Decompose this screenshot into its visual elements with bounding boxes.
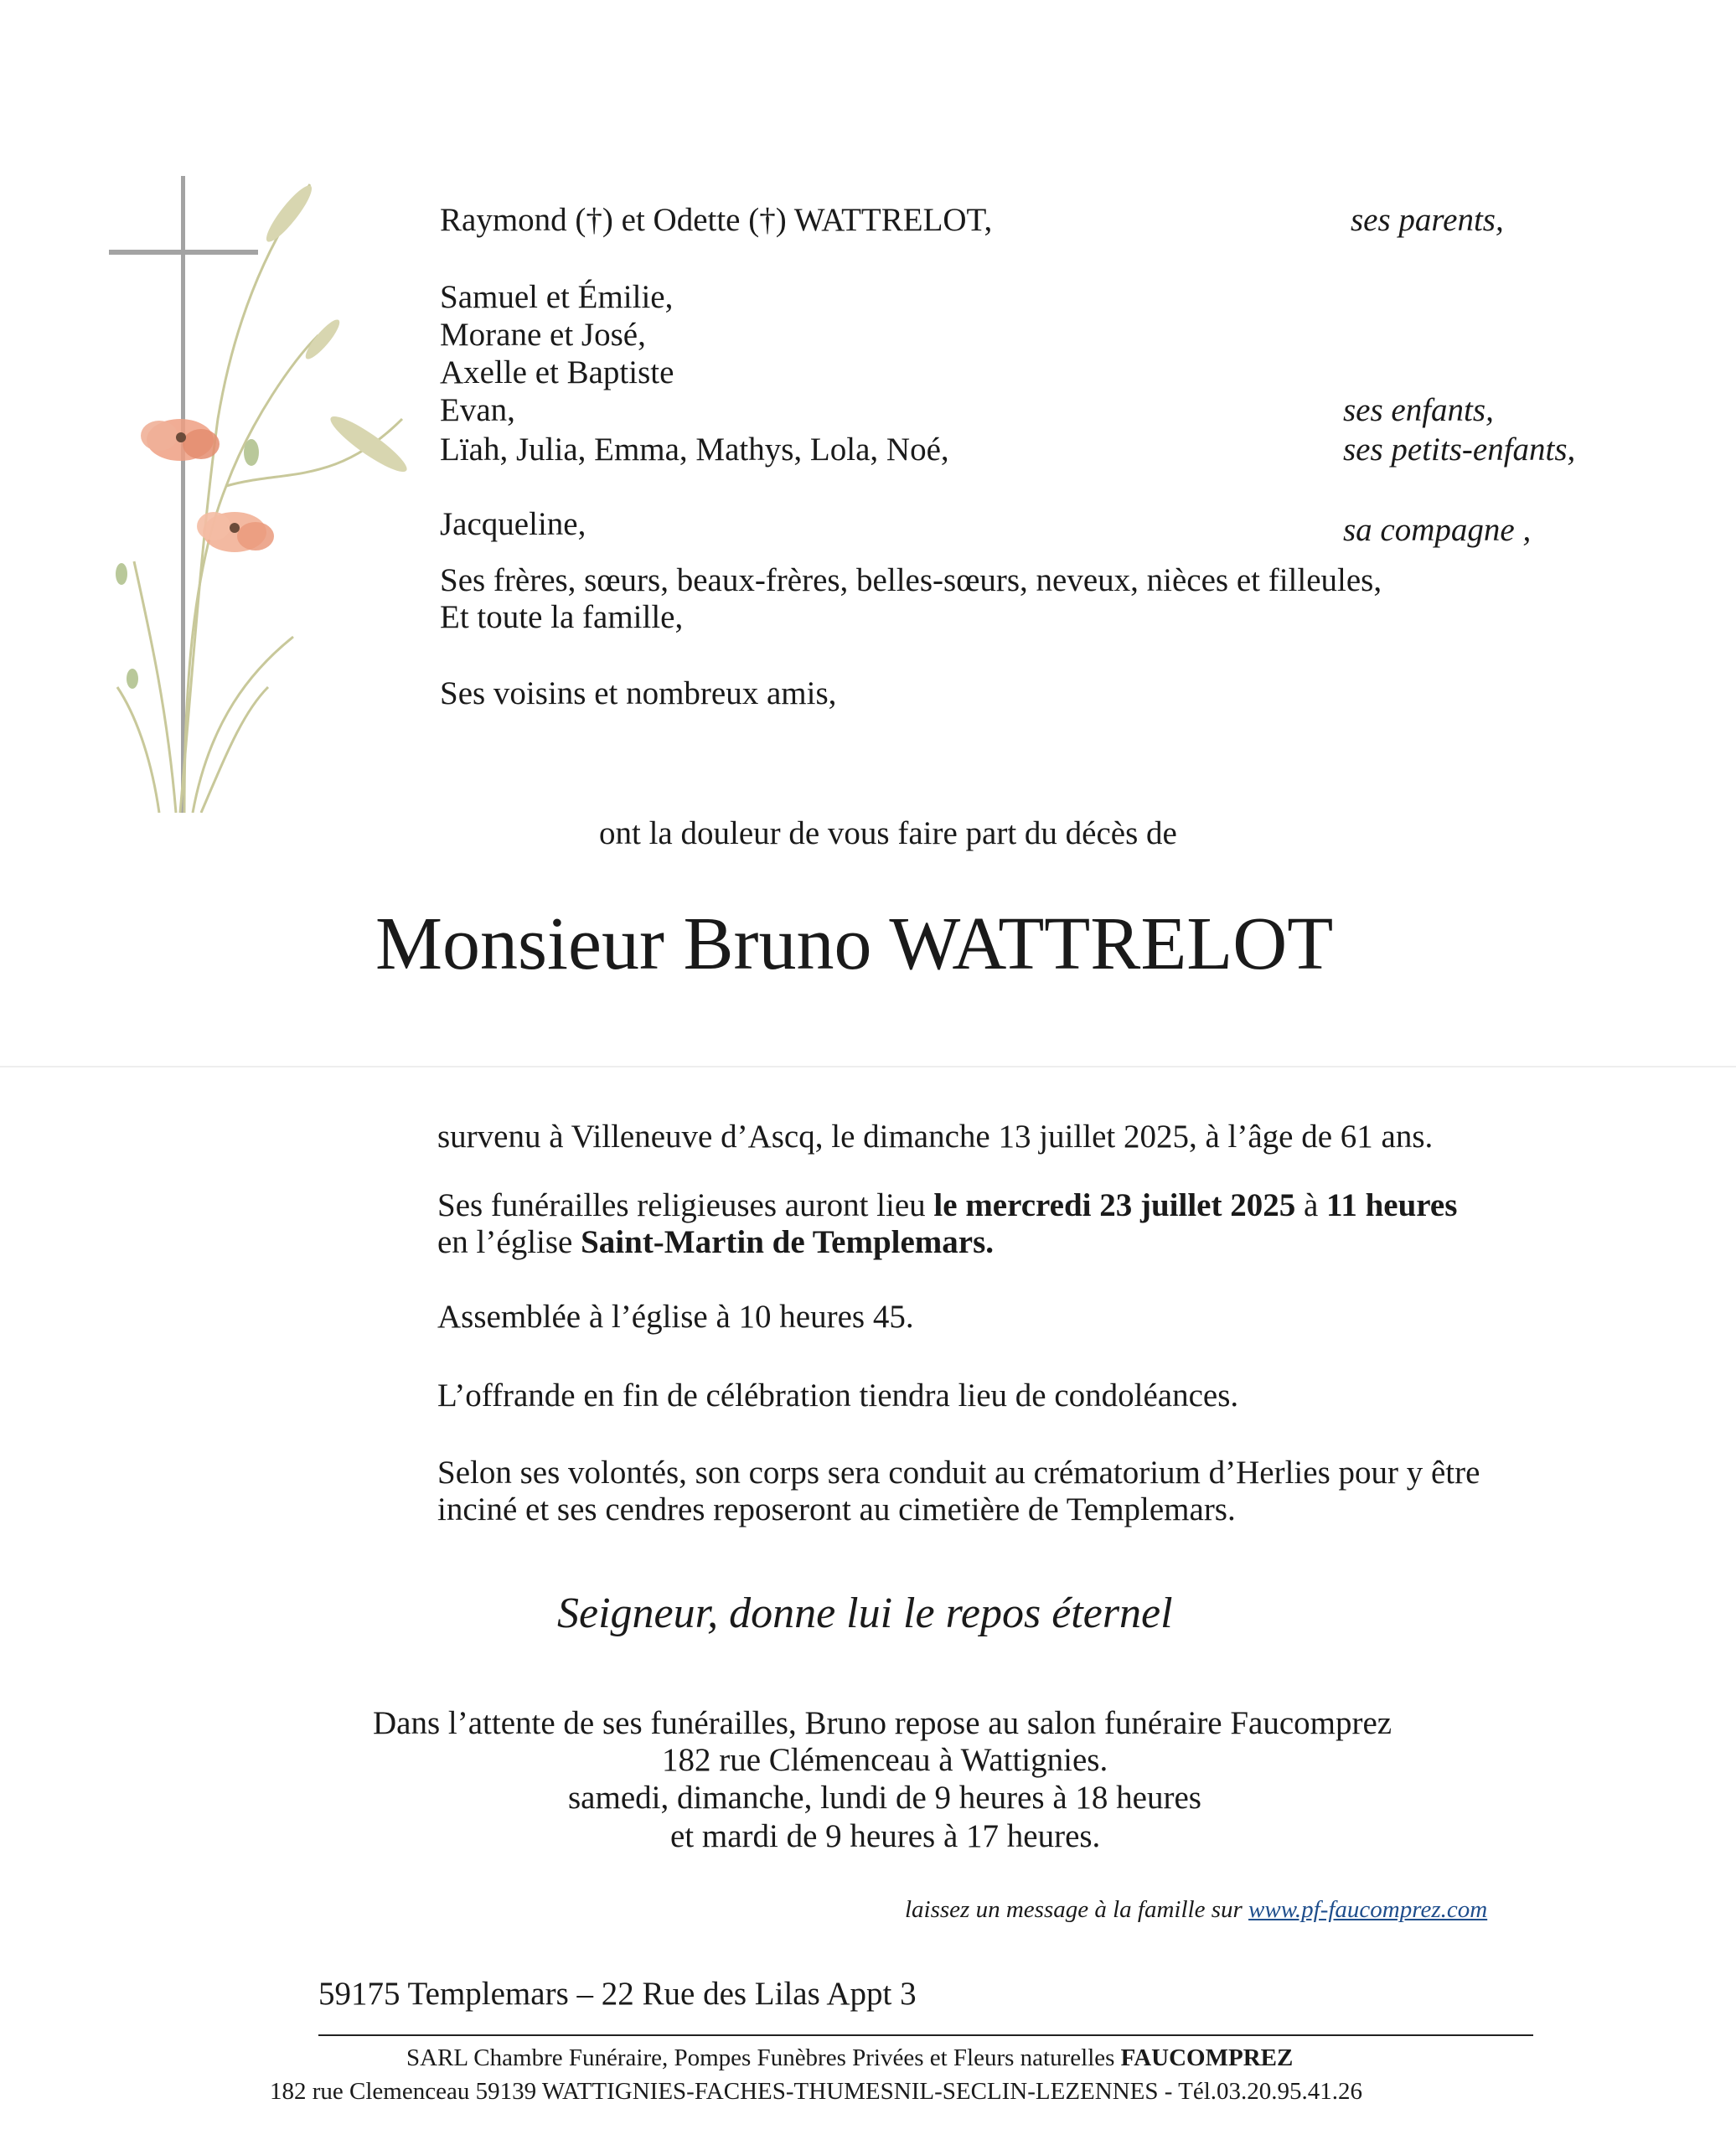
child-1: Samuel et Émilie, <box>440 279 674 315</box>
church-prefix: en l’église <box>437 1224 573 1260</box>
funeral-date: le mercredi 23 juillet 2025 <box>933 1187 1296 1223</box>
grandchildren-role: ses petits-enfants, <box>1343 432 1576 468</box>
page-fold-divider <box>0 1066 1736 1067</box>
cremation-line-1: Selon ses volontés, son corps sera conduit au crématorium d’Herlies pour y être <box>437 1455 1480 1491</box>
friends-line: Ses voisins et nombreux amis, <box>440 675 837 711</box>
children-role: ses enfants, <box>1343 392 1494 428</box>
footer-company-line <box>406 2046 1293 2070</box>
funeral-line <box>437 1189 1457 1222</box>
family-address: 59175 Templemars – 22 Rue des Lilas Appt 3 <box>318 1976 917 2012</box>
parents-role: ses parents, <box>1351 202 1504 238</box>
companion-name: Jacqueline, <box>440 506 586 542</box>
child-3: Axelle et Baptiste <box>440 354 674 390</box>
viewing-line-2: 182 rue Clémenceau à Wattignies. <box>662 1742 1108 1778</box>
message-text: laissez un message à la famille sur <box>905 1896 1243 1923</box>
poppy-icon <box>141 419 220 461</box>
footer-company-address: 182 rue Clemenceau 59139 WATTIGNIES-FACHES-THUMESNIL-SECLIN-LEZENNES - Tél.03.20.95.41.26 <box>270 2078 1363 2105</box>
viewing-line-3: samedi, dimanche, lundi de 9 heures à 18 heures <box>568 1780 1201 1816</box>
viewing-line-4: et mardi de 9 heures à 17 heures. <box>670 1818 1101 1854</box>
funeral-time: 11 heures <box>1326 1187 1458 1223</box>
offering-line: L’offrande en fin de célébration tiendra lieu de condoléances. <box>437 1377 1239 1414</box>
viewing-line-1: Dans l’attente de ses funérailles, Bruno repose au salon funéraire Faucomprez <box>373 1705 1392 1741</box>
child-4: Evan, <box>440 392 515 428</box>
family-rest-line: Et toute la famille, <box>440 599 684 635</box>
cremation-line-2: inciné et ses cendres reposeront au cimetière de Templemars. <box>437 1491 1236 1527</box>
footer-company-name: FAUCOMPREZ <box>1120 2044 1294 2071</box>
grandchildren-names: Lïah, Julia, Emma, Mathys, Lola, Noé, <box>440 432 949 468</box>
wheat-ears-icon <box>261 181 412 479</box>
assembly-line: Assemblée à l’église à 10 heures 45. <box>437 1299 914 1335</box>
death-details: survenu à Villeneuve d’Ascq, le dimanche 13 juillet 2025, à l’âge de 61 ans. <box>437 1119 1434 1155</box>
siblings-line: Ses frères, sœurs, beaux-frères, belles-sœurs, neveux, nièces et filleules, <box>440 562 1382 598</box>
companion-role: sa compagne , <box>1343 512 1532 548</box>
message-line <box>905 1898 1487 1922</box>
child-2: Morane et José, <box>440 317 646 353</box>
announcement-intro: ont la douleur de vous faire part du décès de <box>599 815 1177 851</box>
poppy-bud-icon <box>116 439 259 689</box>
footer-company-prefix: SARL Chambre Funéraire, Pompes Funèbres Privées et Fleurs naturelles <box>406 2044 1115 2071</box>
deceased-name: Monsieur Bruno WATTRELOT <box>375 902 1334 985</box>
parents-names: Raymond (†) et Odette (†) WATTRELOT, <box>440 202 993 238</box>
church-name: Saint-Martin de Templemars. <box>581 1224 995 1260</box>
church-line <box>437 1226 994 1259</box>
footer-rule <box>318 2034 1533 2036</box>
funeral-prefix: Ses funérailles religieuses auront lieu <box>437 1187 926 1223</box>
wheat-stems <box>117 184 402 813</box>
prayer-line: Seigneur, donne lui le repos éternel <box>557 1589 1173 1637</box>
funeral-at: à <box>1303 1187 1319 1223</box>
cross-poppy-illustration <box>101 168 436 813</box>
cross-icon <box>109 176 258 813</box>
website-link[interactable]: www.pf-faucomprez.com <box>1248 1896 1488 1923</box>
